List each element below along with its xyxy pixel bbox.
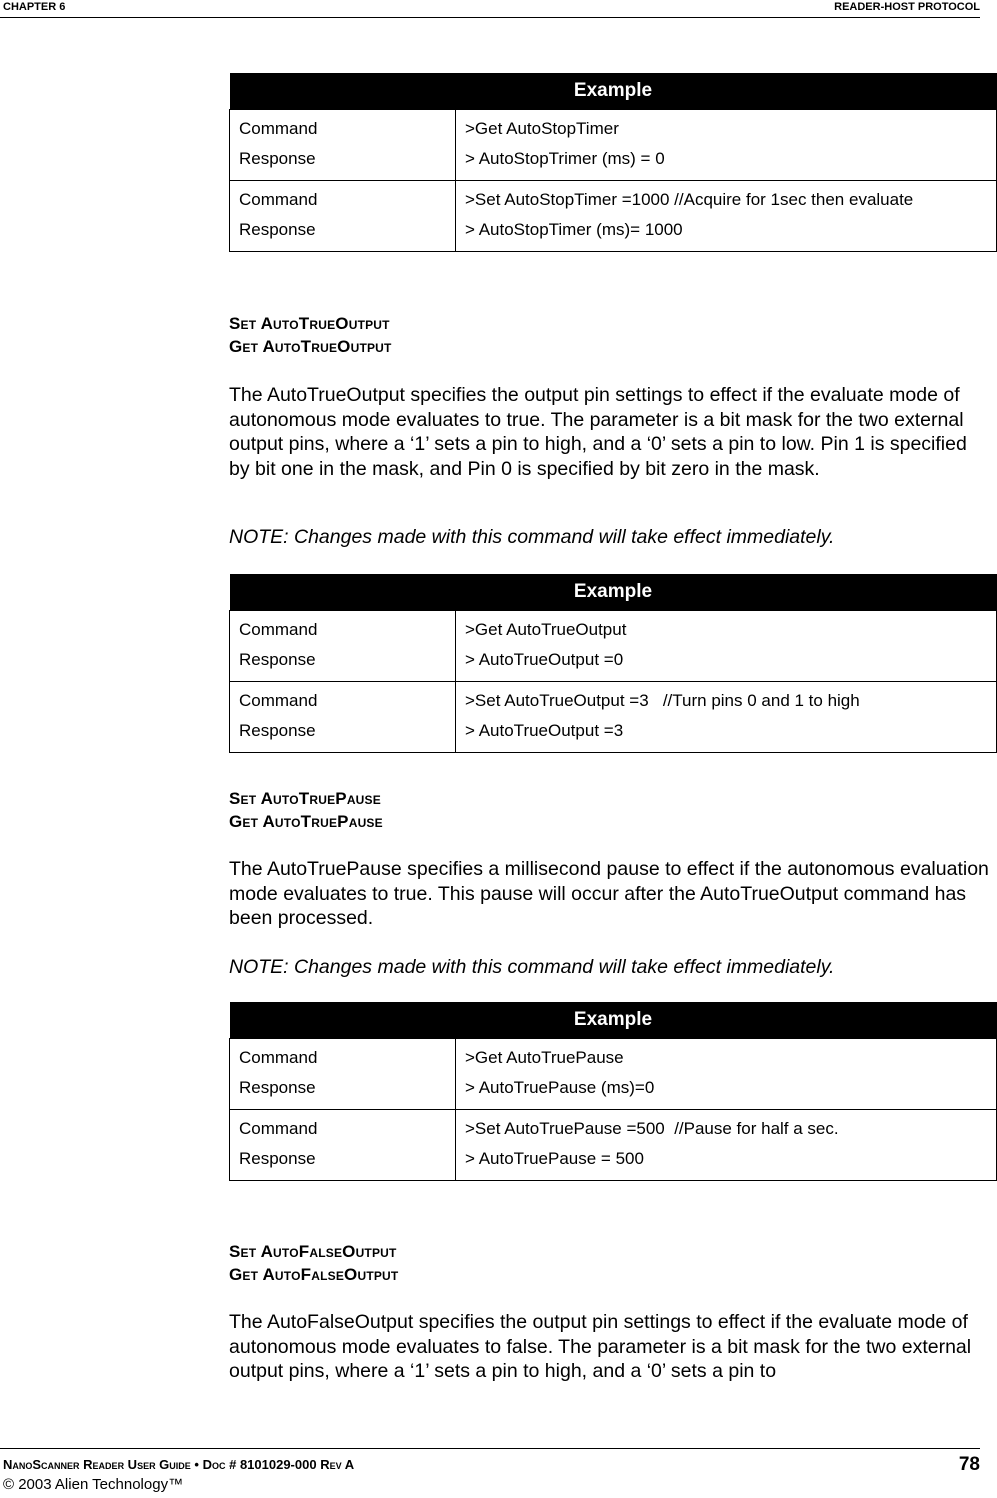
table-row [230,1110,997,1181]
heading-set: Set AutoFalseOutput [229,1242,397,1261]
cell-label: Response [239,721,316,740]
page-number: 78 [958,1454,980,1475]
cell-value: > AutoStopTrimer (ms) = 0 [465,149,665,168]
cell-label: Command [239,1119,318,1138]
table-row [230,110,997,181]
cell-value: > AutoStopTimer (ms)= 1000 [465,220,683,239]
section-body: The AutoTrueOutput specifies the output pin settings to effect if the evaluate mode of autonomous mode evaluates to true. The parameter is a bit mask for the two external output pins, where a ‘1’ sets a pin to high, and a ‘0’ sets a pin to low. Pin 1 is specified by bit one in the mask, and Pin 0 is specified by bit zero in the mask. [229,384,967,480]
table-row [230,181,997,252]
cell-value: > AutoTrueOutput =3 [465,721,624,740]
cell-value: >Get AutoStopTimer [465,119,619,138]
chapter-label: CHAPTER 6 [3,1,66,13]
section-heading [229,1240,398,1286]
footer-copyright: © 2003 Alien Technology™ [3,1476,184,1493]
table-row [230,611,997,682]
cell-label: Command [239,1048,318,1067]
example-table-autotrueoutput [229,574,997,753]
bullet-icon: • [194,1457,199,1472]
cell-value: > AutoTrueOutput =0 [465,650,624,669]
cell-label: Command [239,190,318,209]
cell-label: Command [239,691,318,710]
cell-value: > AutoTruePause (ms)=0 [465,1078,655,1097]
section-body: The AutoFalseOutput specifies the output pin settings to effect if the evaluate mode of autonomous mode evaluates to false. The parameter is a bit mask for the two external output pins, where a ‘1’ sets a pin to high, and a ‘0’ sets a pin to [229,1311,972,1382]
heading-set: Set AutoTrueOutput [229,314,390,333]
cell-label: Response [239,1149,316,1168]
table-title: Example [230,574,997,611]
heading-get: Get AutoTruePause [229,812,383,831]
page-footer [0,1448,980,1498]
section-heading [229,787,383,833]
footer-doc-line [3,1457,354,1472]
example-table-autotruepause [229,1002,997,1181]
table-row [230,1039,997,1110]
page-header [0,0,980,18]
heading-get: Get AutoTrueOutput [229,337,392,356]
cell-label: Response [239,1078,316,1097]
section-note: NOTE: Changes made with this command will take effect immediately. [229,526,835,548]
table-title: Example [230,73,997,110]
example-table-autostoptimer [229,73,997,252]
cell-label: Response [239,650,316,669]
table-row [230,682,997,753]
section-body: The AutoTruePause specifies a millisecond pause to effect if the autonomous evaluation mode evaluates to true. This pause will occur after the AutoTrueOutput command has been processed. [229,858,989,929]
footer-guide: NanoScanner Reader User Guide [3,1457,191,1472]
cell-value: >Set AutoTruePause =500 //Pause for half a sec. [465,1119,839,1138]
section-label: READER-HOST PROTOCOL [834,1,980,13]
cell-label: Command [239,620,318,639]
cell-value: >Get AutoTrueOutput [465,620,627,639]
cell-value: > AutoTruePause = 500 [465,1149,644,1168]
cell-value: >Set AutoTrueOutput =3 //Turn pins 0 and 1 to high [465,691,860,710]
heading-set: Set AutoTruePause [229,789,381,808]
section-heading [229,312,392,358]
cell-label: Command [239,119,318,138]
cell-label: Response [239,220,316,239]
section-note: NOTE: Changes made with this command will take effect immediately. [229,956,835,978]
table-title: Example [230,1002,997,1039]
cell-label: Response [239,149,316,168]
cell-value: >Set AutoStopTimer =1000 //Acquire for 1sec then evaluate [465,190,914,209]
footer-doc: Doc # 8101029-000 Rev A [202,1457,355,1472]
cell-value: >Get AutoTruePause [465,1048,624,1067]
heading-get: Get AutoFalseOutput [229,1265,399,1284]
